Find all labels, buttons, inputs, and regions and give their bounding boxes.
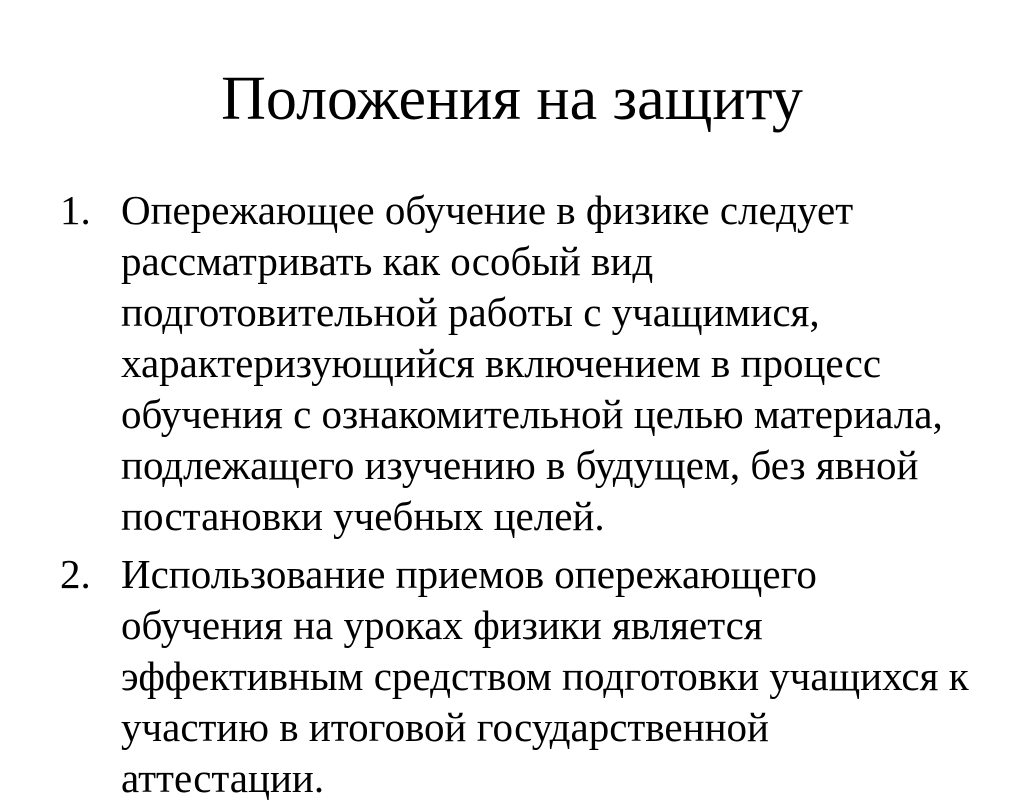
thesis-number-2: 2.: [60, 551, 91, 597]
thesis-list: [60, 185, 980, 804]
thesis-text-2: Использование приемов опережающего обучения на уроках физики является эффективным средством подготовки учащихся к участию в итоговой государственной аттестации.: [121, 551, 969, 801]
thesis-text-1: Опережающее обучение в физике следует рассматривать как особый вид подготовительной работы с учащимися, характеризующийся включением в процесс обучения с ознакомительной целью материала, подлежащего изучению в будущем, без явной постановки учебных целей.: [121, 187, 943, 539]
thesis-number-1: 1.: [60, 187, 91, 233]
slide-title: Положения на защиту: [221, 65, 803, 133]
thesis-item-2: [60, 549, 980, 804]
thesis-item-1: [60, 185, 980, 542]
